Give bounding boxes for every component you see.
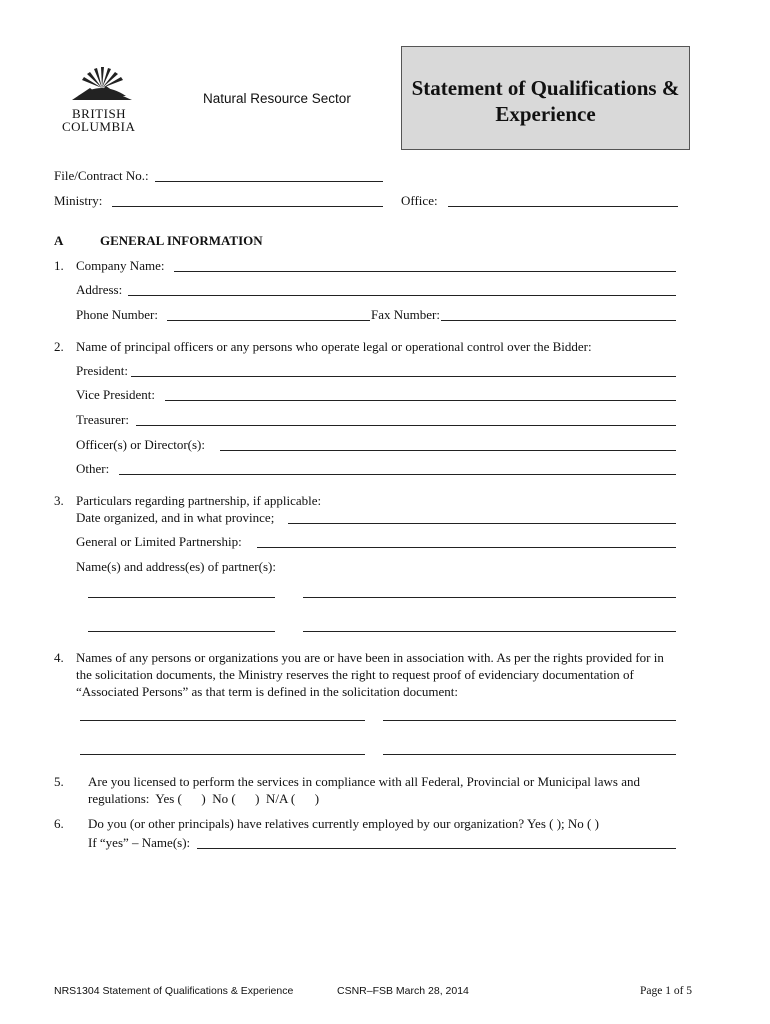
associate-field-1a[interactable] bbox=[80, 720, 365, 721]
q6-text-line1: Do you (or other principals) have relatives currently employed by our organization? Yes ( ); No ( ) bbox=[88, 816, 599, 831]
sun-mountain-icon bbox=[60, 66, 144, 106]
file-contract-label: File/Contract No.: bbox=[54, 168, 149, 183]
partner-address-field-2[interactable] bbox=[303, 631, 676, 632]
section-heading: GENERAL INFORMATION bbox=[100, 233, 263, 248]
company-name-label: Company Name: bbox=[76, 258, 165, 273]
q5-text-line2: regulations: Yes ( ) No ( ) N/A ( ) bbox=[88, 791, 320, 806]
partner-name-field-2[interactable] bbox=[88, 631, 275, 632]
other-label: Other: bbox=[76, 461, 110, 476]
footer-page-number: Page 1 of 5 bbox=[640, 985, 693, 997]
q5-number: 5. bbox=[54, 774, 64, 789]
office-field[interactable] bbox=[448, 206, 678, 207]
treasurer-label: Treasurer: bbox=[76, 412, 129, 427]
footer-form-id: NRS1304 Statement of Qualifications & Experience bbox=[54, 985, 294, 997]
partnership-type-field[interactable] bbox=[257, 547, 676, 548]
q4-text-line2: the solicitation documents, the Ministry reserves the right to request proof of evidenciary documentation of bbox=[76, 667, 634, 682]
associate-field-2b[interactable] bbox=[383, 754, 676, 755]
form-title-line2: Experience bbox=[495, 102, 596, 126]
file-contract-field[interactable] bbox=[155, 181, 383, 182]
address-field[interactable] bbox=[128, 295, 676, 296]
ministry-field[interactable] bbox=[112, 206, 383, 207]
q2-number: 2. bbox=[54, 339, 64, 354]
form-title-line1: Statement of Qualifications & bbox=[411, 76, 680, 100]
section-letter: A bbox=[54, 233, 64, 248]
president-field[interactable] bbox=[131, 376, 676, 377]
fax-field[interactable] bbox=[441, 320, 676, 321]
date-organized-label: Date organized, and in what province; bbox=[76, 510, 275, 525]
vice-president-field[interactable] bbox=[165, 400, 676, 401]
q4-text-line3: “Associated Persons” as that term is defined in the solicitation document: bbox=[76, 684, 458, 699]
associate-field-2a[interactable] bbox=[80, 754, 365, 755]
q1-number: 1. bbox=[54, 258, 64, 273]
other-field[interactable] bbox=[119, 474, 676, 475]
treasurer-field[interactable] bbox=[136, 425, 676, 426]
q3-number: 3. bbox=[54, 493, 64, 508]
footer-dept-date: CSNR–FSB March 28, 2014 bbox=[337, 985, 469, 997]
q4-text-line1: Names of any persons or organizations you are or have been in association with. As per the rights provided for in bbox=[76, 650, 664, 665]
bc-logo bbox=[60, 66, 144, 136]
form-title-box bbox=[401, 46, 690, 150]
sector-label: Natural Resource Sector bbox=[203, 91, 351, 106]
address-label: Address: bbox=[76, 282, 123, 297]
phone-field[interactable] bbox=[167, 320, 370, 321]
logo-text-columbia: COLUMBIA bbox=[62, 119, 136, 134]
president-label: President: bbox=[76, 363, 128, 378]
q2-text: Name of principal officers or any persons who operate legal or operational control over the Bidder: bbox=[76, 339, 592, 354]
q5-text-line1: Are you licensed to perform the services in compliance with all Federal, Provincial or Municipal laws and bbox=[88, 774, 640, 789]
fax-label: Fax Number: bbox=[371, 307, 440, 322]
relatives-names-field[interactable] bbox=[197, 848, 676, 849]
associate-field-1b[interactable] bbox=[383, 720, 676, 721]
ministry-label: Ministry: bbox=[54, 193, 103, 208]
partner-name-field-1[interactable] bbox=[88, 597, 275, 598]
phone-label: Phone Number: bbox=[76, 307, 158, 322]
partnership-type-label: General or Limited Partnership: bbox=[76, 534, 242, 549]
officers-field[interactable] bbox=[220, 450, 676, 451]
q4-number: 4. bbox=[54, 650, 64, 665]
officers-label: Officer(s) or Director(s): bbox=[76, 437, 205, 452]
date-organized-field[interactable] bbox=[288, 523, 676, 524]
office-label: Office: bbox=[401, 193, 438, 208]
partner-address-field-1[interactable] bbox=[303, 597, 676, 598]
partners-label: Name(s) and address(es) of partner(s): bbox=[76, 559, 276, 574]
q6-number: 6. bbox=[54, 816, 64, 831]
vice-president-label: Vice President: bbox=[76, 387, 156, 402]
logo-text-british: BRITISH bbox=[72, 106, 127, 121]
company-name-field[interactable] bbox=[174, 271, 676, 272]
q6-text-line2: If “yes” – Name(s): bbox=[88, 835, 191, 850]
q3-text: Particulars regarding partnership, if applicable: bbox=[76, 493, 322, 508]
